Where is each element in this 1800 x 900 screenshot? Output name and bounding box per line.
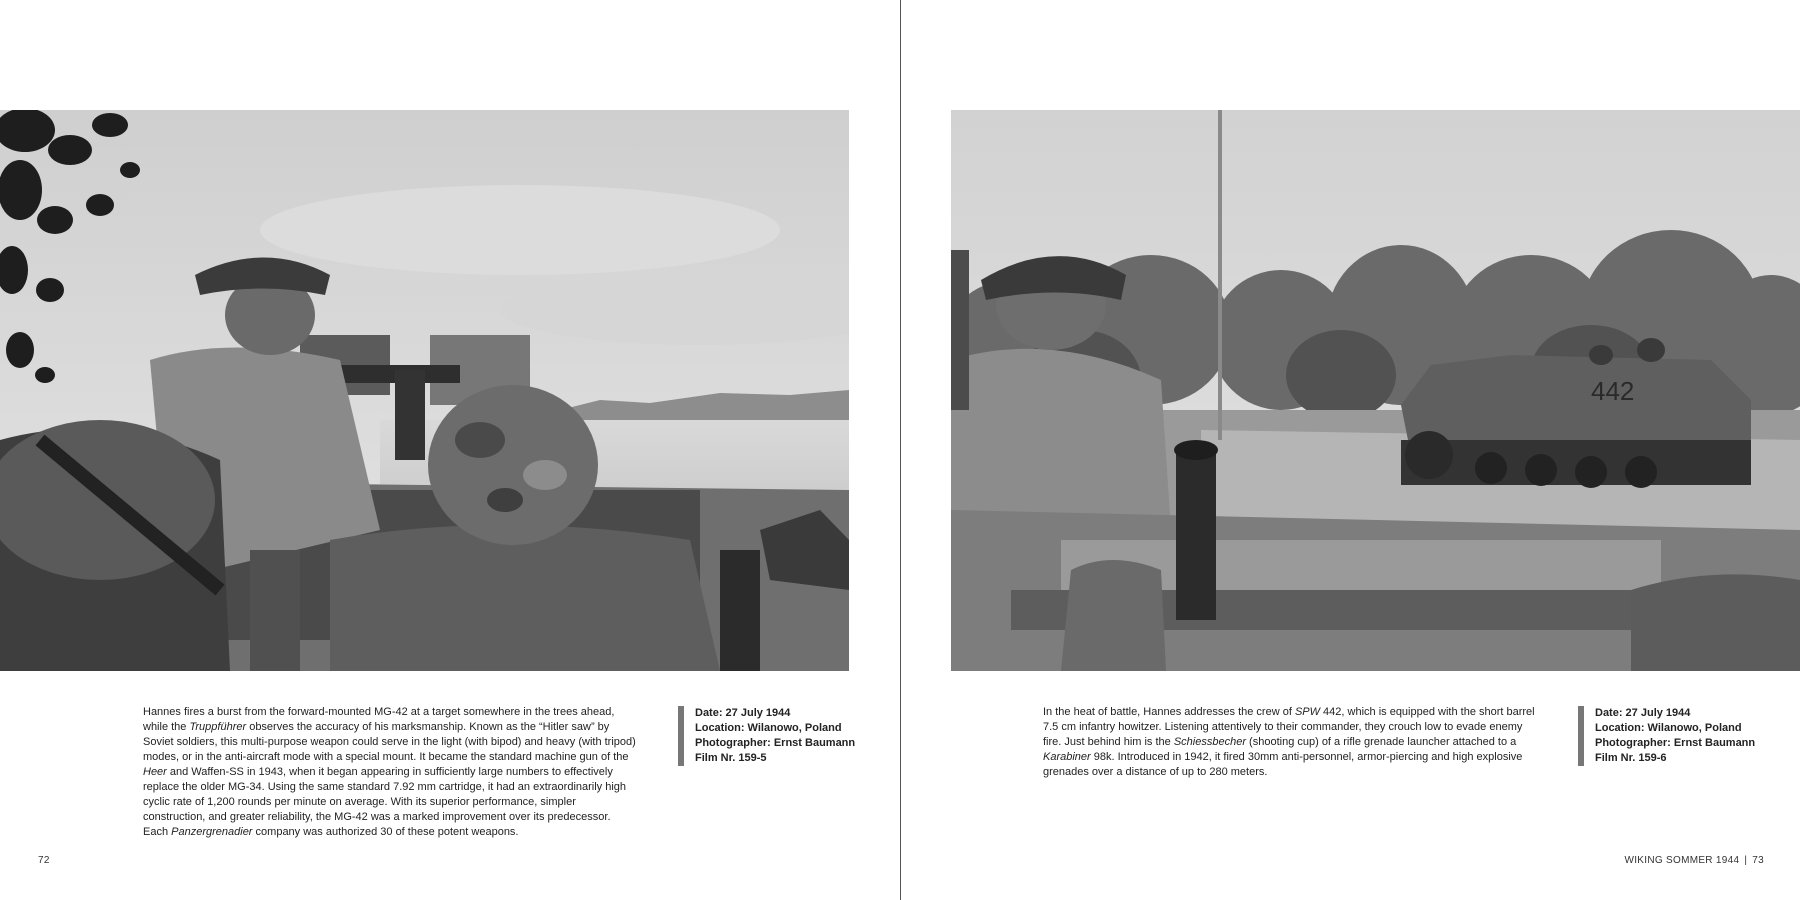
photo-mg42-gunner-image xyxy=(0,110,849,671)
footer-separator: | xyxy=(1744,855,1748,866)
running-footer-right xyxy=(1624,855,1764,866)
photo-date: Date: 27 July 1944 xyxy=(1595,707,1691,719)
caption-text: observes the accuracy of his marksmanship. Known as the “Hitler saw” by Soviet soldiers, this multi-purpose weapon could serve in the light (with bipod) and heavy (with tripod) modes, or in the anti-aircraft mode with a special mount. It became the standard machine gun of the xyxy=(143,721,636,763)
photo-mg42-gunner xyxy=(0,110,849,671)
photographer: Photographer: Ernst Baumann xyxy=(695,737,856,749)
photo-metadata-left xyxy=(678,706,867,766)
photo-metadata-right xyxy=(1578,706,1767,766)
film-number: Film Nr. 159-6 xyxy=(1595,752,1667,764)
right-page xyxy=(901,0,1800,900)
page-number-right: 73 xyxy=(1752,855,1764,866)
photo-date: Date: 27 July 1944 xyxy=(695,707,791,719)
caption-text: In the heat of battle, Hannes addresses the crew of xyxy=(1043,706,1295,718)
caption-text: company was authorized 30 of these potent weapons. xyxy=(252,826,519,838)
caption-text: and Waffen-SS in 1943, when it began appearing in sufficiently large numbers to effectively replace the older MG-34. Using the same standard 7.92 mm cartridge, it had an extraordinarily high cyclic rate of 1,200 rounds per minute on average. With its superior performance, simpler construction, and greater reliability, the MG-42 was a marked improvement over its predecessor. Each xyxy=(143,766,627,838)
photo-caption-left xyxy=(143,705,638,840)
caption-italic-term: Heer xyxy=(143,766,167,778)
caption-text: 442, which is equipped with the short barrel 7.5 cm infantry howitzer. Listening attentively to their commander, they crouch low to evade enemy fire. Just behind him is the xyxy=(1043,706,1535,748)
caption-italic-term: Panzergrenadier xyxy=(171,826,253,838)
photo-spw-442-image xyxy=(951,110,1800,671)
photo-spw-442-halftrack xyxy=(951,110,1800,671)
caption-italic-term: Schiessbecher xyxy=(1173,736,1246,748)
photo-caption-right xyxy=(1043,705,1538,780)
caption-italic-term: Truppführer xyxy=(189,721,247,733)
photo-location: Location: Wilanowo, Poland xyxy=(1595,722,1742,734)
caption-text: (shooting cup) of a rifle grenade launcher attached to a xyxy=(1246,736,1517,748)
caption-text: Hannes fires a burst from the forward-mounted MG-42 at a target somewhere in the trees ahead, while the xyxy=(143,706,615,733)
photo-location: Location: Wilanowo, Poland xyxy=(695,722,842,734)
running-title: WIKING SOMMER 1944 xyxy=(1624,855,1740,866)
vehicle-marking: 442 xyxy=(1591,376,1635,406)
photographer: Photographer: Ernst Baumann xyxy=(1595,737,1756,749)
caption-italic-term: SPW xyxy=(1294,706,1320,718)
caption-italic-term: Karabiner xyxy=(1043,751,1091,763)
caption-text: 98k. Introduced in 1942, it fired 30mm anti-personnel, armor-piercing and high explosive grenades over a distance of up to 280 meters. xyxy=(1043,751,1523,778)
page-number-left: 72 xyxy=(38,855,50,866)
film-number: Film Nr. 159-5 xyxy=(695,752,767,764)
